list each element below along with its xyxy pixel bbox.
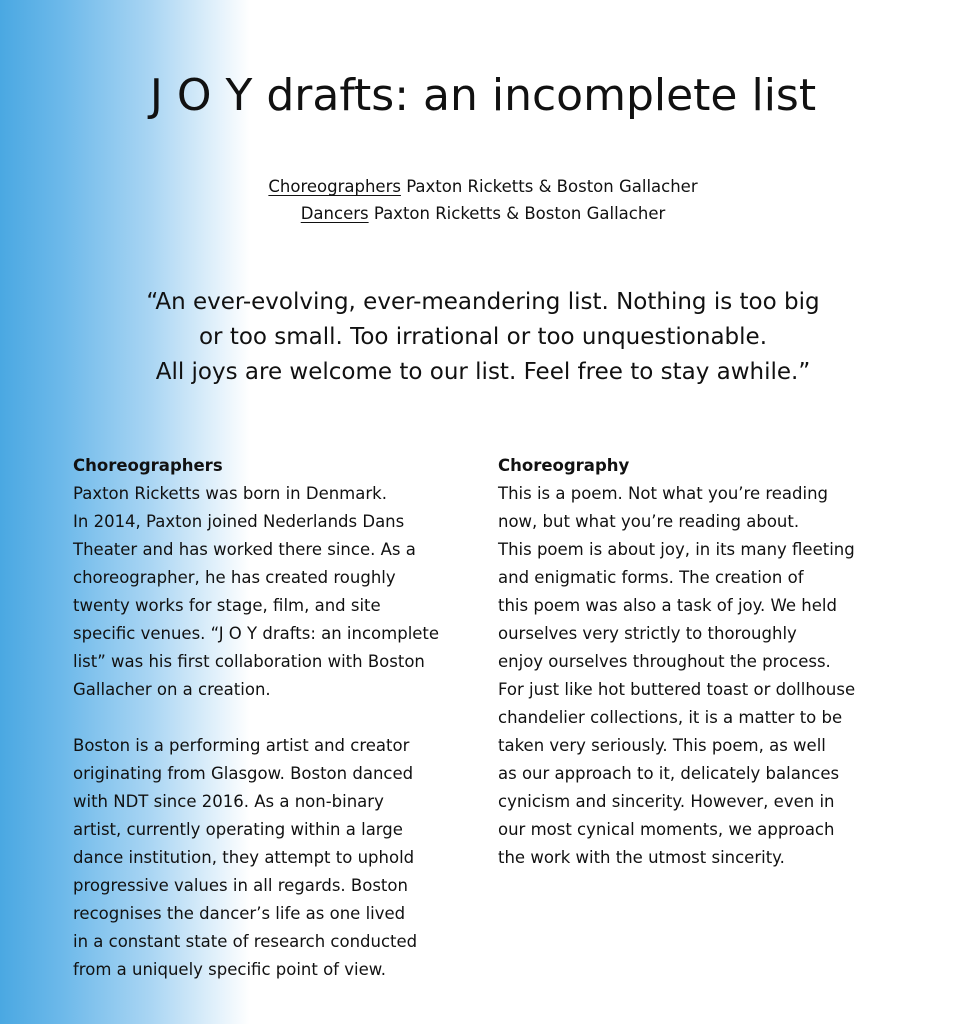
quote-line: or too small. Too irrational or too unquestionable.: [198, 324, 767, 350]
text-line: this poem was also a task of joy. We held: [498, 596, 837, 615]
text-line: ourselves very strictly to thoroughly: [498, 624, 797, 643]
text-line: with NDT since 2016. As a non-binary: [73, 792, 384, 811]
text-line: recognises the dancer’s life as one lived: [73, 904, 406, 923]
text-line: This is a poem. Not what you’re reading: [498, 484, 829, 503]
choreographers-column: [73, 452, 493, 984]
text-line: list” was his first collaboration with Boston: [73, 652, 425, 671]
text-line: as our approach to it, delicately balances: [498, 764, 840, 783]
text-line: specific venues. “J O Y drafts: an incomplete: [73, 624, 440, 643]
text-line: artist, currently operating within a large: [73, 820, 403, 839]
text-line: Paxton Ricketts was born in Denmark.: [73, 484, 387, 503]
text-line: Boston is a performing artist and creator: [73, 736, 410, 755]
credit-line-dancers: [0, 200, 966, 227]
text-line: the work with the utmost sincerity.: [498, 848, 785, 867]
column-heading: Choreographers: [73, 456, 223, 475]
column-heading: Choreography: [498, 456, 630, 475]
text-line: chandelier collections, it is a matter to be: [498, 708, 843, 727]
text-line: Theater and has worked there since. As a: [73, 540, 416, 559]
pull-quote: [0, 285, 966, 390]
text-line: enjoy ourselves throughout the process.: [498, 652, 831, 671]
text-line: In 2014, Paxton joined Nederlands Dans: [73, 512, 405, 531]
text-line: in a constant state of research conducted: [73, 932, 418, 951]
credit-line-choreographers: [0, 173, 966, 200]
text-line: progressive values in all regards. Boston: [73, 876, 408, 895]
text-line: originating from Glasgow. Boston danced: [73, 764, 414, 783]
page-title: J O Y drafts: an incomplete list: [149, 70, 817, 121]
text-line: choreographer, he has created roughly: [73, 568, 396, 587]
credit-role: Dancers: [300, 204, 369, 223]
text-line: now, but what you’re reading about.: [498, 512, 800, 531]
text-line: Gallacher on a creation.: [73, 680, 271, 699]
text-line: from a uniquely specific point of view.: [73, 960, 386, 979]
text-line: twenty works for stage, film, and site: [73, 596, 381, 615]
text-line: For just like hot buttered toast or dollhouse: [498, 680, 856, 699]
choreography-paragraph: [498, 480, 938, 872]
text-line: our most cynical moments, we approach: [498, 820, 835, 839]
credit-names: Paxton Ricketts & Boston Gallacher: [406, 177, 698, 196]
credit-role: Choreographers: [268, 177, 401, 196]
text-line: This poem is about joy, in its many fleeting: [498, 540, 855, 559]
quote-line: “An ever-evolving, ever-meandering list. Nothing is too big: [146, 289, 820, 315]
choreography-column: [498, 452, 938, 872]
credit-names: Paxton Ricketts & Boston Gallacher: [373, 204, 666, 223]
text-line: dance institution, they attempt to uphold: [73, 848, 415, 867]
text-line: cynicism and sincerity. However, even in: [498, 792, 835, 811]
text-line: and enigmatic forms. The creation of: [498, 568, 804, 587]
paragraph-gap: [73, 704, 493, 732]
text-line: taken very seriously. This poem, as well: [498, 736, 826, 755]
credits-block: [0, 173, 966, 227]
bio-paragraph-paxton: [73, 480, 493, 704]
quote-line: All joys are welcome to our list. Feel free to stay awhile.”: [155, 359, 811, 385]
bio-paragraph-boston: [73, 732, 493, 984]
